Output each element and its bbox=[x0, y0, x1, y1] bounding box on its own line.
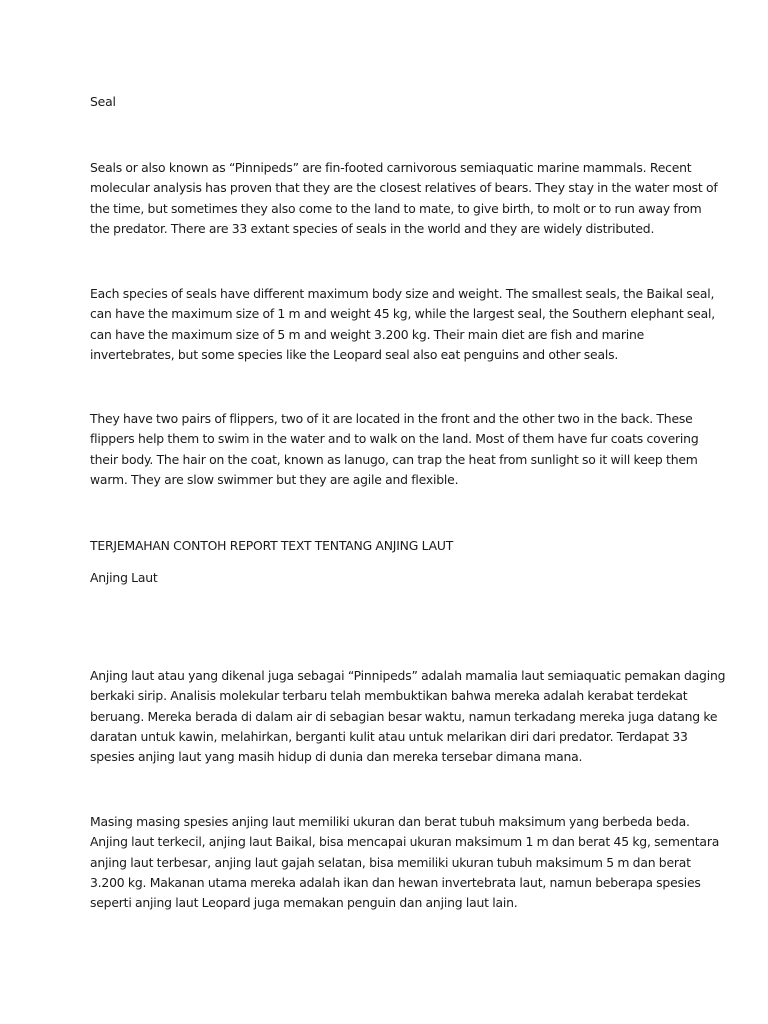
text-line: molecular analysis has proven that they are the closest relatives of bears. They stay in the water most of bbox=[90, 180, 718, 196]
text-line: Anjing laut terkecil, anjing laut Baikal, bisa mencapai ukuran maksimum 1 m dan berat 45 kg, sementara bbox=[90, 834, 720, 850]
text-line: can have the maximum size of 5 m and weight 3.200 kg. Their main diet are fish and marine bbox=[90, 326, 645, 342]
text-line: their body. The hair on the coat, known as lanugo, can trap the heat from sunlight so it will keep them bbox=[90, 451, 698, 467]
text-line: Seals or also known as “Pinnipeds” are fin-footed carnivorous semiaquatic marine mammals. Recent bbox=[90, 160, 692, 175]
text-line: daratan untuk kawin, melahirkan, berganti kulit atau untuk melarikan diri dari predator. Terdapat 33 bbox=[90, 728, 688, 744]
text-line: the predator. There are 33 extant species of seals in the world and they are widely distributed. bbox=[90, 220, 655, 236]
text-line: flippers help them to swim in the water and to walk on the land. Most of them have fur coats covering bbox=[90, 431, 699, 447]
text-line: Masing masing spesies anjing laut memiliki ukuran dan berat tubuh maksimum yang berbeda beda. bbox=[90, 814, 690, 829]
paragraph-indonesian-2 bbox=[90, 812, 720, 913]
text-line: berkaki sirip. Analisis molekular terbaru telah membuktikan bahwa mereka adalah kerabat terdekat bbox=[90, 688, 688, 704]
document-title: Seal bbox=[90, 94, 116, 109]
paragraph-english-2 bbox=[90, 284, 715, 365]
translation-title: Anjing Laut bbox=[90, 570, 158, 585]
text-line: spesies anjing laut yang masih hidup di dunia dan mereka tersebar dimana mana. bbox=[90, 749, 583, 765]
text-line: seperti anjing laut Leopard juga memakan penguin dan anjing laut lain. bbox=[90, 895, 518, 911]
text-line: They have two pairs of flippers, two of it are located in the front and the other two in the back. These bbox=[90, 411, 693, 426]
text-line: warm. They are slow swimmer but they are agile and flexible. bbox=[90, 471, 459, 487]
text-line: beruang. Mereka berada di dalam air di sebagian besar waktu, namun terkadang mereka juga datang ke bbox=[90, 708, 718, 724]
text-line: invertebrates, but some species like the Leopard seal also eat penguins and other seals. bbox=[90, 346, 619, 362]
paragraph-indonesian-1 bbox=[90, 666, 726, 767]
text-line: Each species of seals have different maximum body size and weight. The smallest seals, the Baikal seal, bbox=[90, 286, 715, 301]
text-line: anjing laut terbesar, anjing laut gajah selatan, bisa memiliki ukuran tubuh maksimum 5 m dan berat bbox=[90, 854, 691, 870]
text-line: the time, but sometimes they also come to the land to mate, to give birth, to molt or to run away from bbox=[90, 200, 702, 216]
text-line: 3.200 kg. Makanan utama mereka adalah ikan dan hewan invertebrata laut, namun beberapa spesies bbox=[90, 874, 701, 890]
paragraph-english-3 bbox=[90, 409, 699, 490]
paragraph-english-1 bbox=[90, 158, 718, 239]
translation-heading: TERJEMAHAN CONTOH REPORT TEXT TENTANG ANJING LAUT bbox=[90, 538, 454, 553]
text-line: can have the maximum size of 1 m and weight 45 kg, while the largest seal, the Southern elephant seal, bbox=[90, 306, 715, 322]
text-line: Anjing laut atau yang dikenal juga sebagai “Pinnipeds” adalah mamalia laut semiaquatic pemakan daging bbox=[90, 668, 726, 683]
